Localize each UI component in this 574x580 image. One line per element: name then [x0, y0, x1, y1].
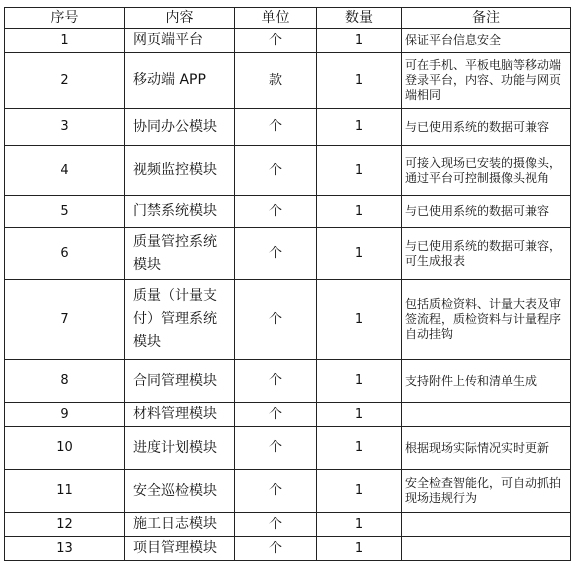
- cell-quantity: 1: [317, 403, 402, 427]
- cell-quantity: 1: [317, 513, 402, 537]
- cell-remarks: 根据现场实际情况实时更新: [402, 427, 571, 470]
- cell-content: 材料管理模块: [125, 403, 235, 427]
- cell-remarks: 支持附件上传和清单生成: [402, 360, 571, 403]
- table-row: [5, 146, 571, 196]
- cell-content: 施工日志模块: [125, 513, 235, 537]
- cell-remarks: 安全检查智能化，可自动抓拍现场违规行为: [402, 470, 571, 513]
- cell-quantity: 1: [317, 196, 402, 228]
- cell-content: 质量（计量支付）管理系统模块: [125, 280, 235, 360]
- table-row: [5, 228, 571, 280]
- table-row: [5, 196, 571, 228]
- header-content: 内容: [125, 8, 235, 29]
- cell-content: 视频监控模块: [125, 146, 235, 196]
- header-row: [5, 8, 571, 29]
- cell-remarks: [402, 513, 571, 537]
- table-row: [5, 513, 571, 537]
- cell-index: 6: [5, 228, 125, 280]
- cell-unit: 个: [235, 146, 317, 196]
- table-row: [5, 29, 571, 53]
- cell-unit: 个: [235, 470, 317, 513]
- cell-index: 9: [5, 403, 125, 427]
- cell-index: 10: [5, 427, 125, 470]
- cell-quantity: 1: [317, 360, 402, 403]
- table-row: [5, 360, 571, 403]
- cell-content: 移动端 APP: [125, 53, 235, 109]
- cell-remarks: 与已使用系统的数据可兼容，可生成报表: [402, 228, 571, 280]
- cell-unit: 个: [235, 513, 317, 537]
- cell-quantity: 1: [317, 280, 402, 360]
- cell-unit: 个: [235, 403, 317, 427]
- cell-quantity: 1: [317, 146, 402, 196]
- cell-content: 门禁系统模块: [125, 196, 235, 228]
- header-unit: 单位: [235, 8, 317, 29]
- header-index: 序号: [5, 8, 125, 29]
- header-remarks: 备注: [402, 8, 571, 29]
- cell-index: 8: [5, 360, 125, 403]
- cell-unit: 个: [235, 228, 317, 280]
- cell-remarks: 可接入现场已安装的摄像头，通过平台可控制摄像头视角: [402, 146, 571, 196]
- cell-index: 1: [5, 29, 125, 53]
- table-row: [5, 537, 571, 561]
- cell-quantity: 1: [317, 228, 402, 280]
- cell-content: 质量管控系统模块: [125, 228, 235, 280]
- cell-index: 3: [5, 109, 125, 146]
- header-quantity: 数量: [317, 8, 402, 29]
- cell-unit: 个: [235, 537, 317, 561]
- cell-quantity: 1: [317, 109, 402, 146]
- cell-content: 进度计划模块: [125, 427, 235, 470]
- cell-content: 安全巡检模块: [125, 470, 235, 513]
- item-table: [4, 7, 571, 561]
- cell-remarks: 与已使用系统的数据可兼容: [402, 196, 571, 228]
- cell-content: 合同管理模块: [125, 360, 235, 403]
- cell-unit: 个: [235, 427, 317, 470]
- cell-remarks: 与已使用系统的数据可兼容: [402, 109, 571, 146]
- cell-quantity: 1: [317, 537, 402, 561]
- cell-content: 协同办公模块: [125, 109, 235, 146]
- cell-index: 12: [5, 513, 125, 537]
- cell-remarks: 可在手机、平板电脑等移动端登录平台，内容、功能与网页端相同: [402, 53, 571, 109]
- cell-unit: 个: [235, 196, 317, 228]
- cell-remarks: [402, 537, 571, 561]
- cell-remarks: 保证平台信息安全: [402, 29, 571, 53]
- cell-quantity: 1: [317, 29, 402, 53]
- cell-unit: 个: [235, 360, 317, 403]
- cell-remarks: 包括质检资料、计量大表及审签流程，质检资料与计量程序自动挂钩: [402, 280, 571, 360]
- cell-quantity: 1: [317, 470, 402, 513]
- cell-index: 11: [5, 470, 125, 513]
- cell-unit: 款: [235, 53, 317, 109]
- cell-content: 网页端平台: [125, 29, 235, 53]
- table-row: [5, 53, 571, 109]
- table-row: [5, 109, 571, 146]
- cell-index: 7: [5, 280, 125, 360]
- table-row: [5, 427, 571, 470]
- cell-index: 2: [5, 53, 125, 109]
- cell-index: 13: [5, 537, 125, 561]
- cell-quantity: 1: [317, 53, 402, 109]
- table-row: [5, 403, 571, 427]
- cell-content: 项目管理模块: [125, 537, 235, 561]
- cell-index: 4: [5, 146, 125, 196]
- cell-index: 5: [5, 196, 125, 228]
- table-row: [5, 280, 571, 360]
- cell-quantity: 1: [317, 427, 402, 470]
- cell-unit: 个: [235, 29, 317, 53]
- cell-unit: 个: [235, 109, 317, 146]
- table-row: [5, 470, 571, 513]
- cell-unit: 个: [235, 280, 317, 360]
- cell-remarks: [402, 403, 571, 427]
